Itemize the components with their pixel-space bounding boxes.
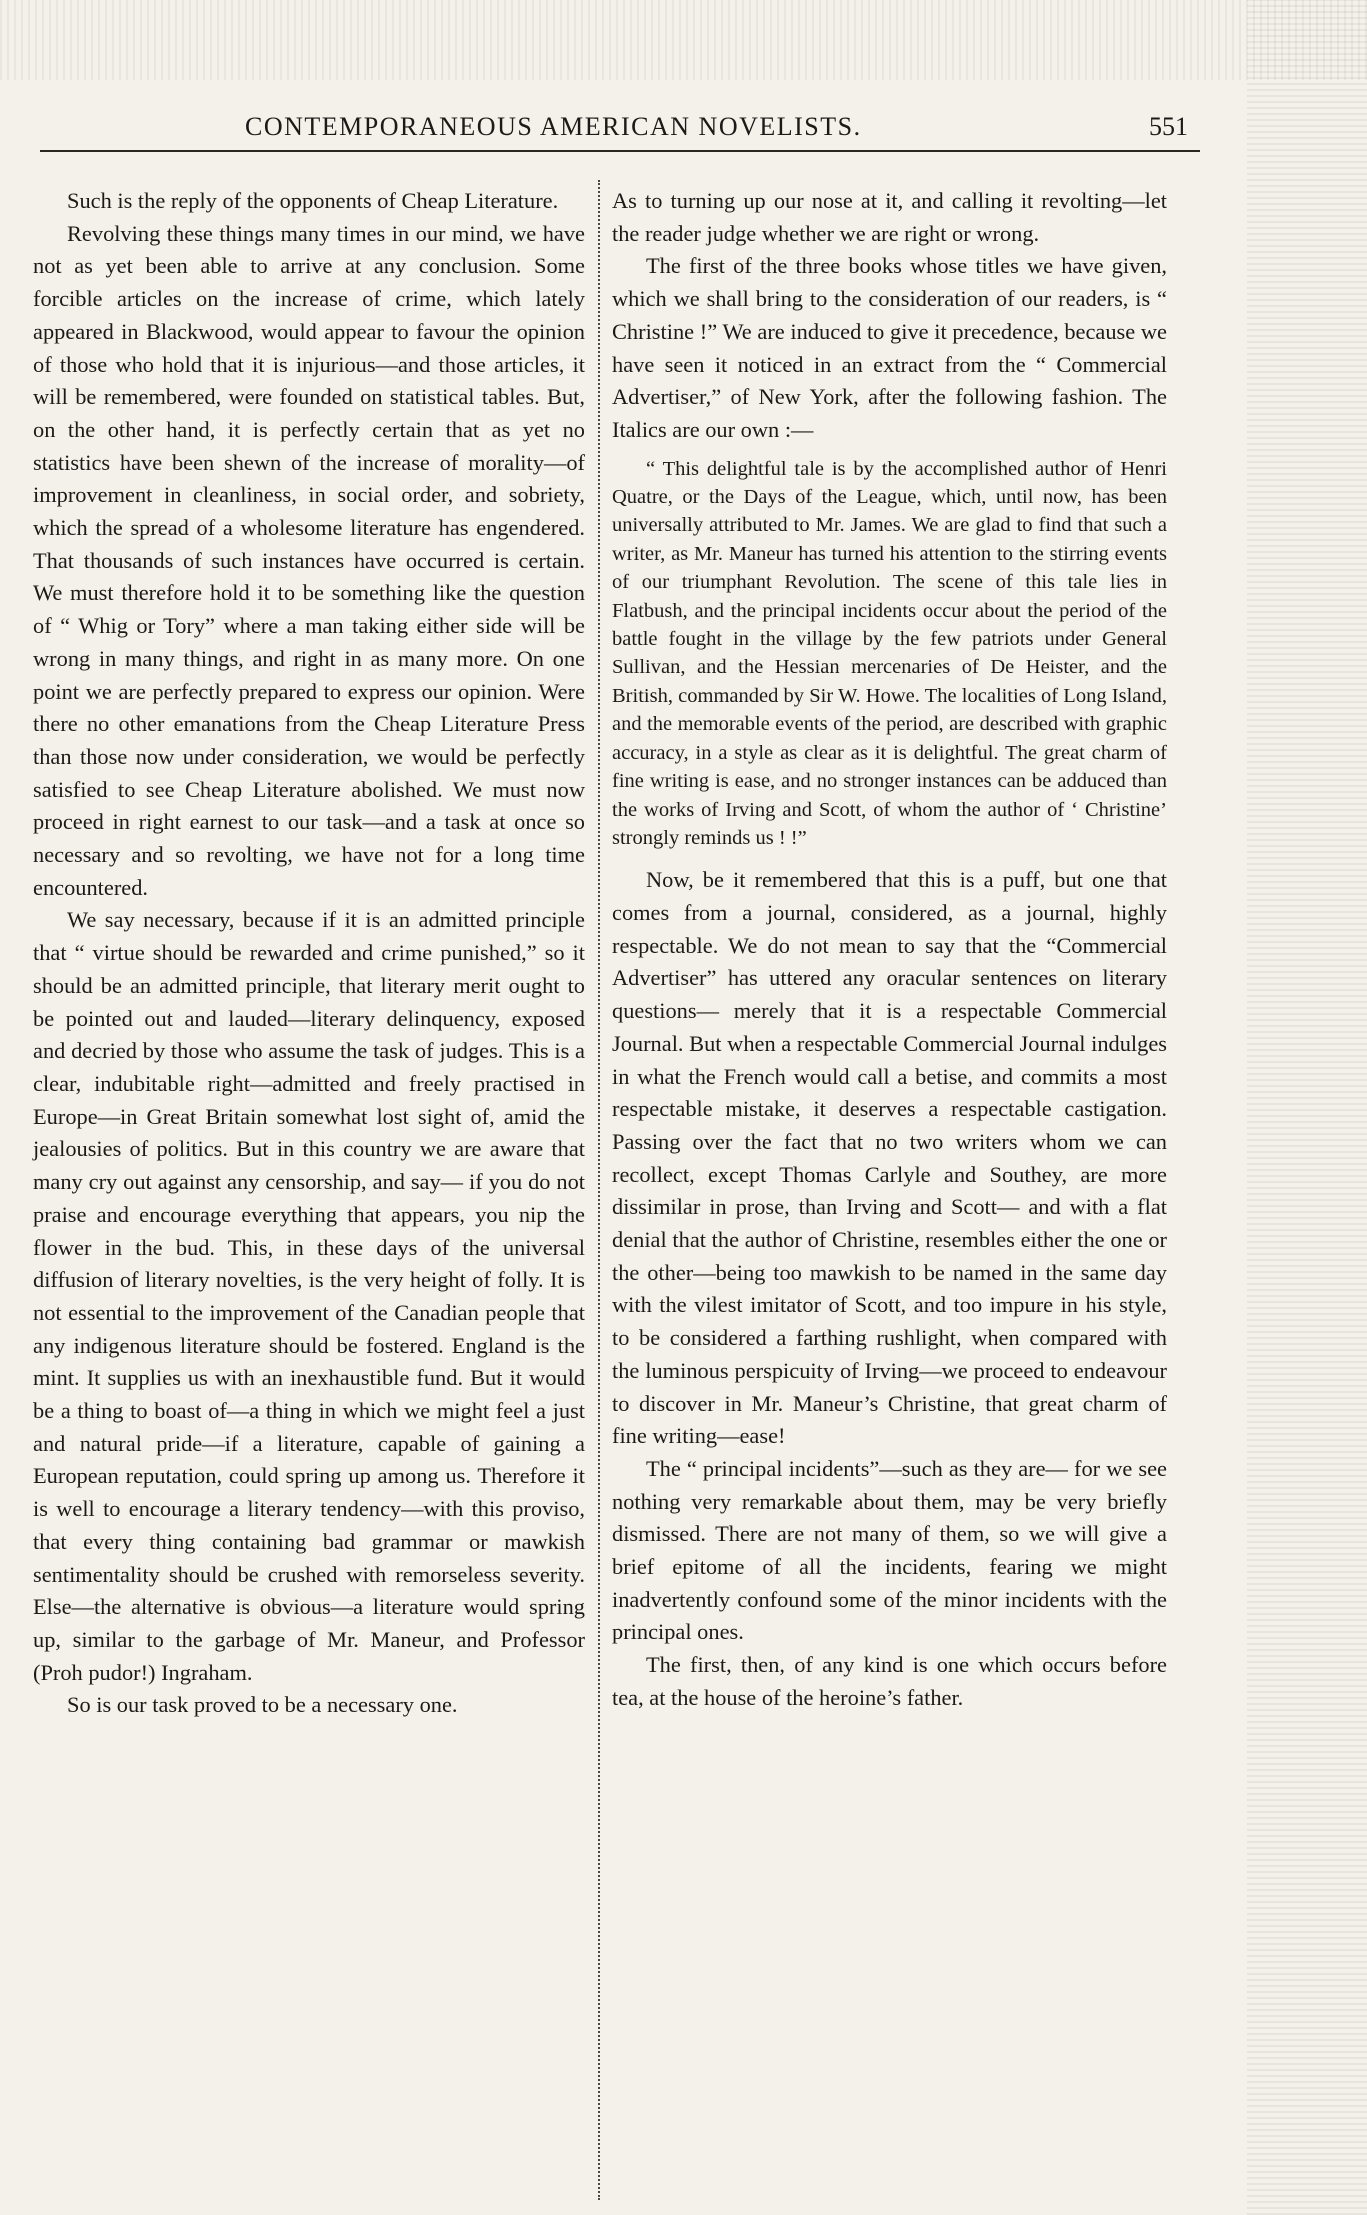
- running-title: CONTEMPORANEOUS AMERICAN NOVELISTS.: [245, 112, 862, 141]
- left-column: [33, 185, 585, 1722]
- running-head: [40, 110, 1200, 152]
- paragraph: The first of the three books whose titles we have given, which we shall bring to the consideration of our readers, is “ Christine !” We are induced to give it precedence, because we have seen it noticed in an extract from the “ Commercial Advertiser,” of New York, after the following fashion. The Italics are our own :—: [612, 253, 1167, 442]
- block-quote: “ This delightful tale is by the accomplished author of Henri Quatre, or the Days of the League, which, until now, has been universally attributed to Mr. James. We are glad to find that such a writer, as Mr. Maneur has turned his attention to the stirring events of our triumphant Revolution. The scene of this tale lies in Flatbush, and the principal incidents occur about the period of the battle fought in the village by the few patriots under General Sullivan, and the Hessian mercenaries of De Heister, and the British, commanded by Sir W. Howe. The localities of Long Island, and the memorable events of the period, are described with graphic accuracy, in a style as clear as it is delightful. The great charm of fine writing is ease, and no stronger instances can be adduced than the works of Irving and Scott, of whom the author of ‘ Christine’ strongly reminds us ! !”: [612, 457, 1167, 849]
- scan-noise-right: [1247, 0, 1367, 2215]
- paragraph: Now, be it remembered that this is a puff, but one that comes from a journal, considered, as a journal, highly respectable. We do not mean to say that the “Commercial Advertiser” has uttered any oracular sentences on literary questions— merely that it is a respectable Commercial Journal. But when a respectable Commercial Journal indulges in what the French would call a betise, and commits a most respectable mistake, it deserves a respectable castigation. Passing over the fact that no two writers whom we can recollect, except Thomas Carlyle and Southey, are more dissimilar in prose, than Irving and Scott— and with a flat denial that the author of Christine, resembles either the one or the other—being too mawkish to be named in the same day with the vilest imitator of Scott, and too impure in his style, to be considered a farthing rushlight, when compared with the luminous perspicuity of Irving—we proceed to endeavour to discover in Mr. Maneur’s Christine, that great charm of fine writing—ease!: [612, 867, 1167, 1449]
- paragraph: The “ principal incidents”—such as they are— for we see nothing very remarkable about them, may be very briefly dismissed. There are not many of them, so we will give a brief epitome of all the incidents, fearing we might inadvertently confound some of the minor incidents with the principal ones.: [612, 1455, 1167, 1645]
- paragraph: As to turning up our nose at it, and calling it revolting—let the reader judge whether we are right or wrong.: [612, 188, 1167, 246]
- paragraph: The first, then, of any kind is one which occurs before tea, at the house of the heroine’s father.: [612, 1652, 1167, 1710]
- paragraph: Such is the reply of the opponents of Cheap Literature.: [67, 188, 559, 213]
- paragraph: Revolving these things many times in our mind, we have not as yet been able to arrive at any conclusion. Some forcible articles on the increase of crime, which lately appeared in Blackwood, would appear to favour the opinion of those who hold that it is injurious—and those articles, it will be remembered, were founded on statistical tables. But, on the other hand, it is perfectly certain that as yet no statistics have been shewn of the increase of morality—of improvement in cleanliness, in social order, and sobriety, which the spread of a wholesome literature has engendered. That thousands of such instances have occurred is certain. We must therefore hold it to be something like the question of “ Whig or Tory” where a man taking either side will be wrong in many things, and right in as many more. On one point we are perfectly prepared to express our opinion. Were there no other emanations from the Cheap Literature Press than those now under consideration, we would be perfectly satisfied to see Cheap Literature abolished. We must now proceed in right earnest to our task—and a task at once so necessary and so revolting, we have not for a long time encountered.: [33, 220, 585, 900]
- paragraph: We say necessary, because if it is an admitted principle that “ virtue should be rewarded and crime punished,” so it should be an admitted principle, that literary merit ought to be pointed out and lauded—literary delinquency, exposed and decried by those who assume the task of judges. This is a clear, indubitable right—admitted and freely practised in Europe—in Great Britain somewhat lost sight of, amid the jealousies of politics. But in this country we are aware that many cry out against any censorship, and say— if you do not praise and encourage everything that appears, you nip the flower in the bud. This, in these days of the universal diffusion of literary novelties, is the very height of folly. It is not essential to the improvement of the Canadian people that any indigenous literature should be fostered. England is the mint. It supplies us with an inexhaustible fund. But it would be a thing to boast of—a thing in which we might feel a just and natural pride—if a literature, capable of gaining a European reputation, could spring up among us. Therefore it is well to encourage a literary tendency—with this proviso, that every thing containing bad grammar or mawkish sentimentality should be crushed with remorseless severity. Else—the alternative is obvious—a literature would spring up, similar to the garbage of Mr. Maneur, and Professor (Proh pudor!) Ingraham.: [33, 907, 585, 1685]
- column-divider: [598, 180, 600, 2200]
- paragraph: So is our task proved to be a necessary one.: [67, 1692, 458, 1718]
- scan-noise-top: [0, 0, 1367, 80]
- right-column: [612, 185, 1167, 1715]
- page-number: 551: [1149, 112, 1188, 141]
